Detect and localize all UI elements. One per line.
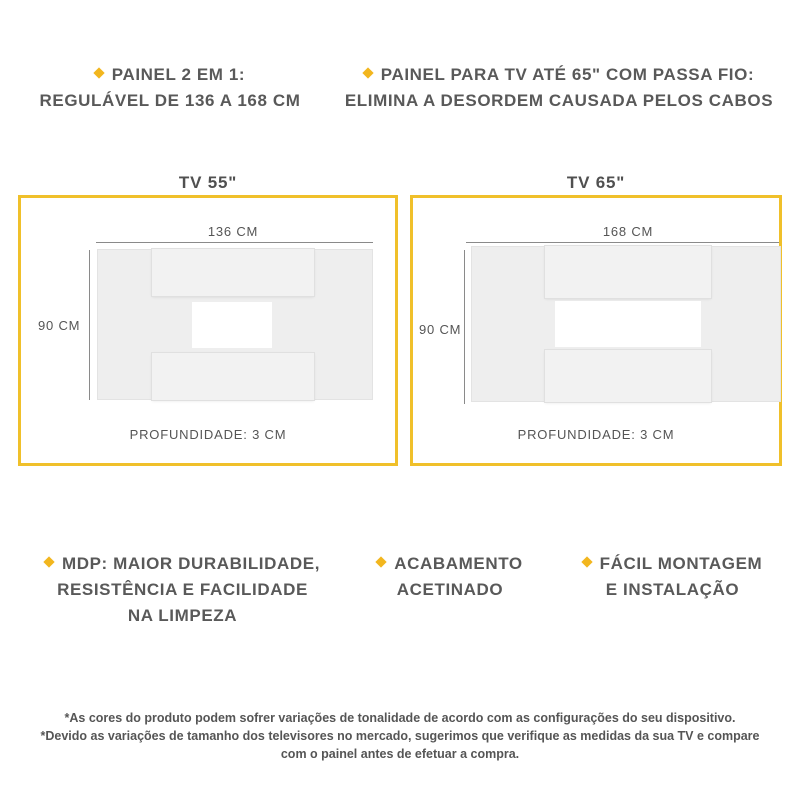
diamond-bullet-icon <box>43 556 54 567</box>
panel-cable-opening <box>555 301 701 347</box>
depth-label: PROFUNDIDADE: 3 CM <box>129 427 287 442</box>
diamond-bullet-icon <box>376 556 387 567</box>
feature-painel-2-em-1 <box>20 62 320 114</box>
feature-passa-fio <box>325 62 793 114</box>
diagram-title-tv65: TV 65" <box>566 173 626 192</box>
feature-acabamento <box>355 551 545 603</box>
width-label: 136 CM <box>207 224 259 239</box>
diagram-frame-tv65 <box>410 195 782 466</box>
width-dimension-line <box>466 242 779 243</box>
feature-line: NA LIMPEZA <box>127 606 238 625</box>
feature-line: ACETINADO <box>396 580 504 599</box>
feature-line: RESISTÊNCIA E FACILIDADE <box>57 580 308 599</box>
disclaimer-line: *As cores do produto podem sofrer variações de tonalidade de acordo com as configurações do seu dispositivo. <box>64 711 736 725</box>
diamond-bullet-icon <box>362 67 373 78</box>
panel-lower-block <box>152 353 314 400</box>
width-label: 168 CM <box>602 224 654 239</box>
diamond-bullet-icon <box>93 67 104 78</box>
feature-line: E INSTALAÇÃO <box>605 580 740 599</box>
panel-illustration <box>471 246 781 402</box>
feature-line: PAINEL PARA TV ATÉ 65" COM PASSA FIO: <box>380 65 755 84</box>
panel-lower-block <box>545 350 711 402</box>
panel-upper-block <box>152 249 314 296</box>
disclaimer-notes <box>0 709 800 763</box>
diamond-bullet-icon <box>581 556 592 567</box>
feature-line: ACABAMENTO <box>394 554 523 573</box>
feature-line: FÁCIL MONTAGEM <box>599 554 763 573</box>
panel-cable-opening <box>192 302 272 348</box>
feature-line: ELIMINA A DESORDEM CAUSADA PELOS CABOS <box>344 91 774 110</box>
panel-upper-block <box>545 246 711 298</box>
depth-label: PROFUNDIDADE: 3 CM <box>517 427 675 442</box>
panel-illustration <box>97 249 373 400</box>
diagram-title-tv55: TV 55" <box>178 173 238 192</box>
height-dimension-line <box>464 250 465 404</box>
width-dimension-line <box>96 242 373 243</box>
disclaimer-line: *Devido as variações de tamanho dos televisores no mercado, sugerimos que verifique as medidas da sua TV e compare <box>40 729 760 743</box>
feature-line: PAINEL 2 EM 1: <box>111 65 246 84</box>
diagram-frame-tv55 <box>18 195 398 466</box>
feature-mdp <box>30 551 335 629</box>
feature-line: REGULÁVEL DE 136 A 168 CM <box>39 91 301 110</box>
disclaimer-line: com o painel antes de efetuar a compra. <box>280 747 520 761</box>
feature-montagem <box>565 551 780 603</box>
feature-line: MDP: MAIOR DURABILIDADE, <box>61 554 321 573</box>
height-label: 90 CM <box>38 318 81 333</box>
height-dimension-line <box>89 250 90 400</box>
height-label: 90 CM <box>419 322 462 337</box>
